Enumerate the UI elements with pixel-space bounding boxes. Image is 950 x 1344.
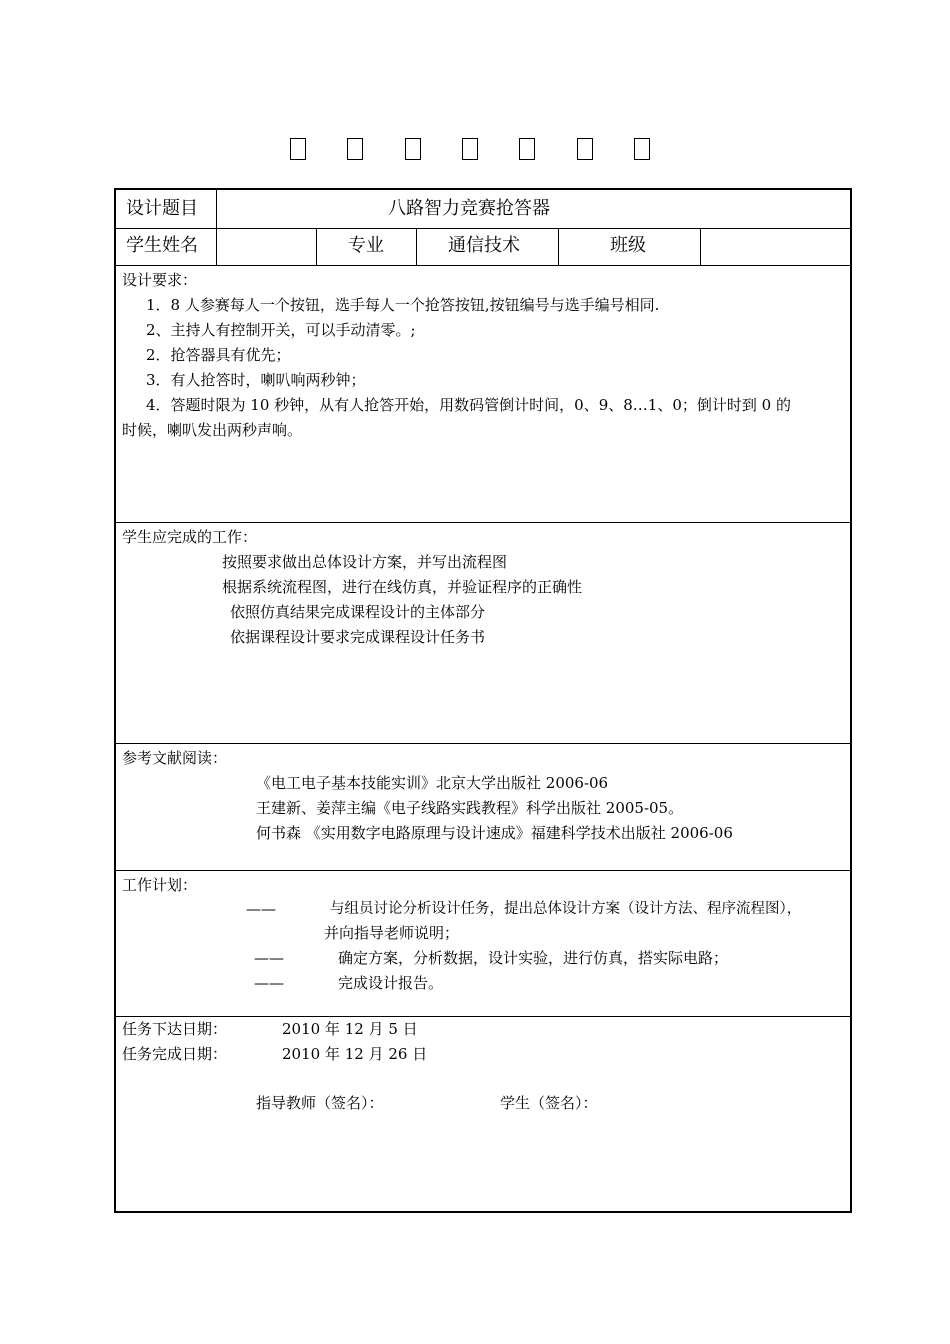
plan-item: 确定方案，分析数据，设计实验，进行仿真，搭实际电路；: [338, 949, 729, 967]
work-item: 按照要求做出总体设计方案，并写出流程图: [222, 553, 508, 571]
column-divider: [316, 228, 317, 265]
document-title: [290, 138, 650, 164]
reference-item: 王建新、姜萍主编《电子线路实践教程》科学出版社 2005-05。: [256, 799, 684, 817]
complete-date-label: 任务完成日期：: [122, 1045, 228, 1063]
plan-dash: ——: [254, 974, 284, 992]
requirement-continuation: 时候，喇叭发出两秒声响。: [122, 421, 303, 439]
student-signature-label: 学生（签名）：: [500, 1094, 598, 1112]
section-divider: [116, 870, 850, 871]
column-divider: [558, 228, 559, 265]
references-heading: 参考文献阅读：: [122, 749, 228, 767]
section-divider: [116, 522, 850, 523]
work-item: 依据课程设计要求完成课程设计任务书: [230, 628, 486, 646]
reference-item: 《电工电子基本技能实训》北京大学出版社 2006-06: [256, 774, 609, 792]
title-glyph: [290, 138, 306, 160]
requirement-item: 4．答题时限为 10 秒钟，从有人抢答开始，用数码管倒计时间，0、9、8…1、0；倒计时到 0 的: [146, 396, 791, 414]
title-glyph: [347, 138, 363, 160]
assign-date-label: 任务下达日期：: [122, 1020, 228, 1038]
topic-value: 八路智力竞赛抢答器: [388, 198, 550, 219]
title-glyph: [462, 138, 478, 160]
requirements-heading: 设计要求：: [122, 271, 198, 289]
requirement-item: 2、主持人有控制开关，可以手动清零。;: [146, 321, 416, 339]
work-heading: 学生应完成的工作：: [122, 528, 258, 546]
assign-date-value: 2010 年 12 月 5 日: [282, 1020, 418, 1038]
requirement-item: 3．有人抢答时，喇叭响两秒钟；: [146, 371, 366, 389]
title-glyph: [405, 138, 421, 160]
plan-heading: 工作计划：: [122, 876, 198, 894]
title-glyph: [519, 138, 535, 160]
column-divider: [416, 228, 417, 265]
work-item: 依照仿真结果完成课程设计的主体部分: [230, 603, 486, 621]
section-divider: [116, 1016, 850, 1017]
plan-item-continuation: 并向指导老师说明；: [324, 924, 460, 942]
column-divider: [216, 190, 217, 265]
column-divider: [700, 228, 701, 265]
reference-item: 何书森 《实用数字电路原理与设计速成》福建科学技术出版社 2006-06: [256, 824, 733, 842]
requirement-item: 2．抢答器具有优先；: [146, 346, 291, 364]
plan-dash: ——: [246, 900, 276, 918]
row-divider: [116, 265, 850, 266]
topic-label: 设计题目: [126, 198, 198, 219]
title-glyph: [577, 138, 593, 160]
student-name-label: 学生姓名: [126, 235, 198, 256]
row-divider: [116, 228, 850, 229]
plan-dash: ——: [254, 949, 284, 967]
major-label: 专业: [348, 235, 384, 256]
section-divider: [116, 743, 850, 744]
teacher-signature-label: 指导教师（签名）：: [256, 1094, 384, 1112]
complete-date-value: 2010 年 12 月 26 日: [282, 1045, 428, 1063]
work-item: 根据系统流程图，进行在线仿真，并验证程序的正确性: [222, 578, 583, 596]
plan-item: 完成设计报告。: [338, 974, 444, 992]
title-glyph: [634, 138, 650, 160]
major-value: 通信技术: [448, 235, 520, 256]
class-label: 班级: [610, 235, 646, 256]
assignment-form: [114, 188, 852, 1213]
requirement-item: 1．8 人参赛每人一个按钮，选手每人一个抢答按钮,按钮编号与选手编号相同.: [146, 296, 660, 314]
plan-item: 与组员讨论分析设计任务，提出总体设计方案（设计方法、程序流程图），: [330, 901, 802, 917]
